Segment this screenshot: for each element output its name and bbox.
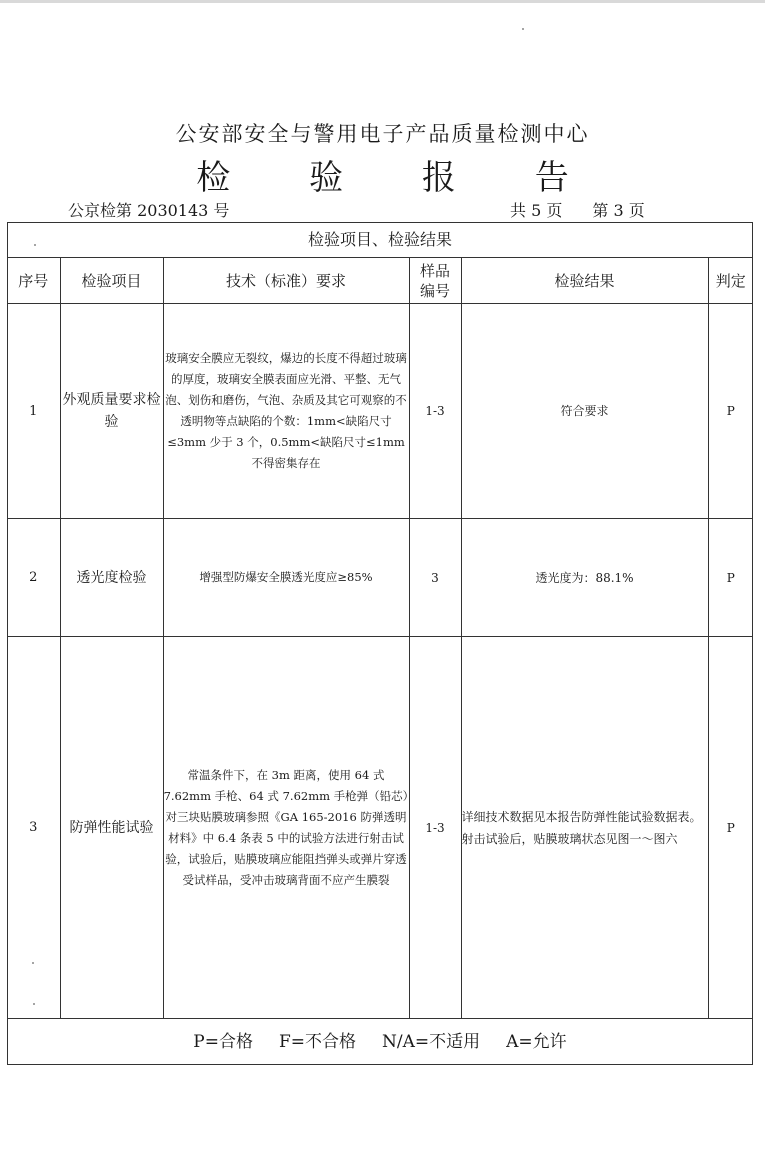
header-index: 序号	[7, 258, 60, 304]
scan-speck	[33, 1003, 35, 1005]
row-requirement: 玻璃安全膜应无裂纹，爆边的长度不得超过玻璃的厚度，玻璃安全膜表面应光滑、平整、无气泡、划伤和磨伤，气泡、杂质及其它可观察的不透明物等点缺陷的个数：1mm<缺陷尺寸≤3mm 少于 3 个，0.5mm<缺陷尺寸≤1mm 不得密集存在	[163, 304, 409, 519]
table-row	[7, 304, 753, 519]
header-result: 检验结果	[461, 258, 708, 304]
header-requirement: 技术（标准）要求	[163, 258, 409, 304]
results-table	[7, 258, 753, 1019]
row-verdict: P	[708, 304, 753, 519]
current-page: 第 3 页	[592, 201, 645, 220]
row-sample: 3	[409, 519, 461, 637]
row-result: 详细技术数据见本报告防弹性能试验数据表。射击试验后，贴膜玻璃状态见图一～图六	[461, 637, 708, 1019]
row-sample: 1-3	[409, 304, 461, 519]
header-sample-line1: 样品	[419, 261, 450, 280]
table-row	[7, 519, 753, 637]
row-result: 符合要求	[461, 304, 708, 519]
organization-name: 公安部安全与警用电子产品质量检测中心	[175, 122, 590, 146]
header-sample	[409, 258, 461, 304]
scan-speck	[522, 28, 524, 30]
row-result: 透光度为：88.1%	[461, 519, 708, 637]
row-item: 透光度检验	[60, 519, 163, 637]
row-item: 外观质量要求检验	[60, 304, 163, 519]
report-title: 检 验 报 告	[196, 158, 603, 198]
legend-fail: F=不合格	[278, 1032, 357, 1052]
table-row	[7, 637, 753, 1019]
legend-allowed: A=允许	[506, 1032, 567, 1052]
row-requirement: 增强型防爆安全膜透光度应≥85%	[163, 519, 409, 637]
header-sample-line2: 编号	[419, 281, 450, 300]
row-index: 2	[7, 519, 60, 637]
row-verdict: P	[708, 637, 753, 1019]
report-number: 公京检第 2030143 号	[68, 201, 230, 220]
row-verdict: P	[708, 519, 753, 637]
row-item: 防弹性能试验	[60, 637, 163, 1019]
total-pages: 共 5 页	[510, 201, 563, 220]
scan-speck	[32, 962, 34, 964]
verdict-legend	[7, 1018, 753, 1065]
section-title: 检验项目、检验结果	[7, 222, 753, 258]
legend-na: N/A=不适用	[382, 1032, 481, 1052]
row-index: 3	[7, 637, 60, 1019]
row-sample: 1-3	[409, 637, 461, 1019]
header-verdict: 判定	[708, 258, 753, 304]
table-header-row	[7, 258, 753, 304]
header-item: 检验项目	[60, 258, 163, 304]
row-index: 1	[7, 304, 60, 519]
page-indicator	[510, 198, 645, 221]
page-top-edge	[0, 0, 765, 3]
legend-pass: P=合格	[193, 1032, 253, 1052]
scan-speck	[34, 244, 36, 246]
row-requirement: 常温条件下，在 3m 距离，使用 64 式 7.62mm 手枪、64 式 7.62mm 手枪弹（铅芯）对三块贴膜玻璃参照《GA 165-2016 防弹透明材料》中 6.4 条表 5 中的试验方法进行射击试验，试验后，贴膜玻璃应能阻挡弹头或弹片穿透受试样品，受冲击玻璃背面不应产生膜裂	[163, 637, 409, 1019]
